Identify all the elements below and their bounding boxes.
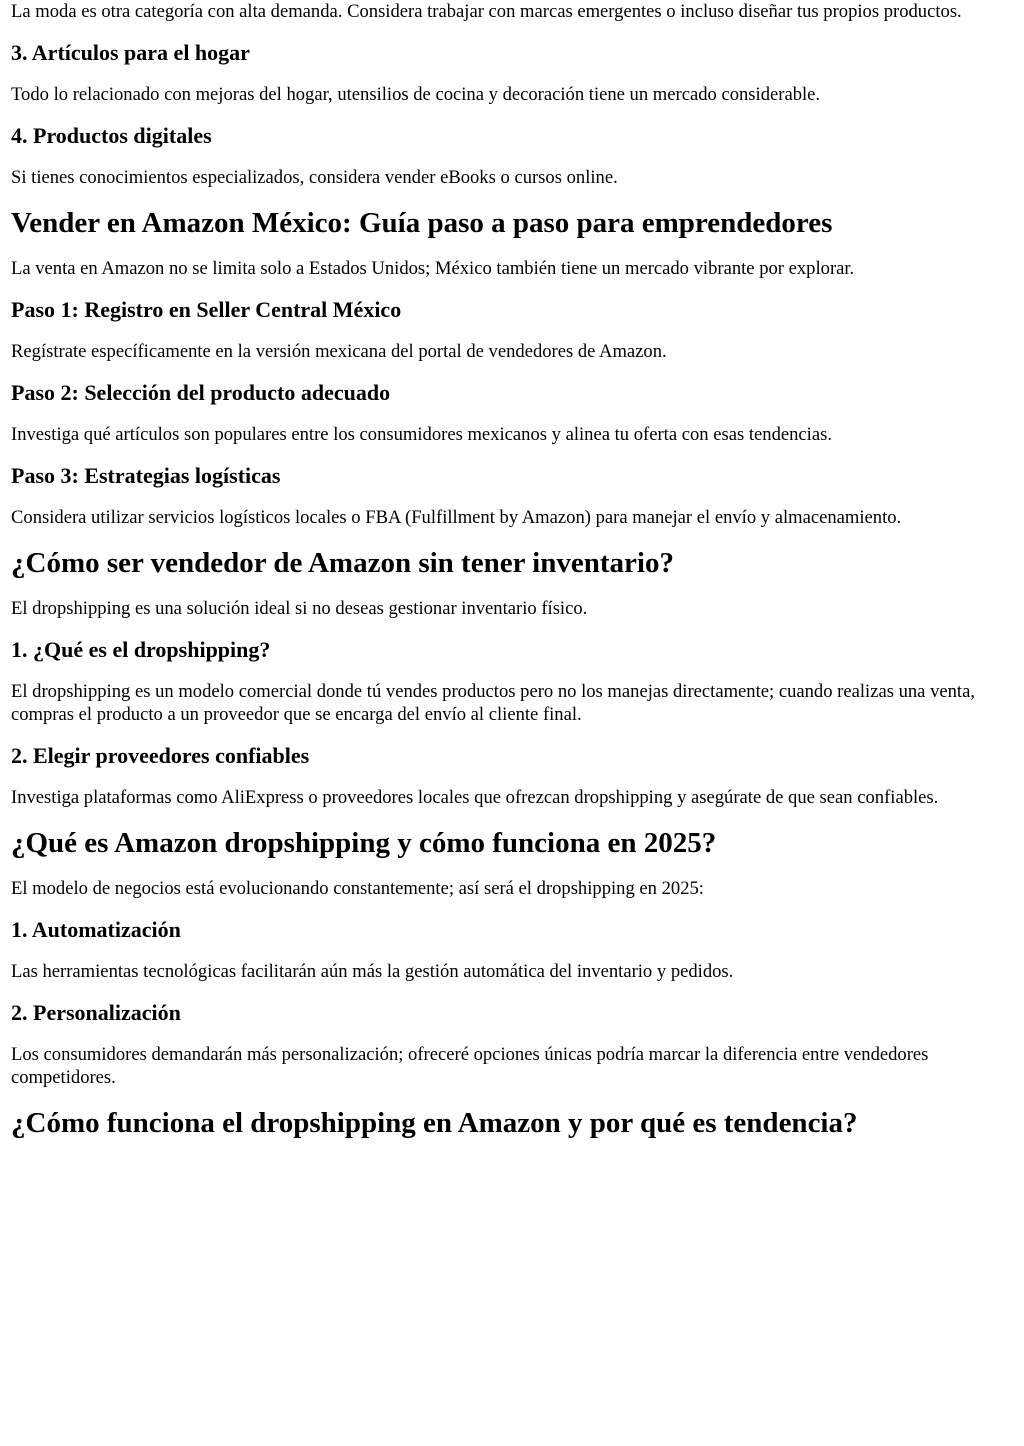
heading-dropshipping-2025: ¿Qué es Amazon dropshipping y cómo funciona en 2025?	[11, 827, 717, 859]
paragraph-automation: Las herramientas tecnológicas facilitarán aún más la gestión automática del inventario y pedidos.	[11, 961, 734, 982]
paragraph-step-1: Regístrate específicamente en la versión mexicana del portal de vendedores de Amazon.	[11, 341, 667, 362]
heading-step-3: Paso 3: Estrategias logísticas	[11, 463, 281, 488]
heading-what-is-dropshipping: 1. ¿Qué es el dropshipping?	[11, 637, 271, 662]
paragraph-no-inventory: El dropshipping es una solución ideal si no deseas gestionar inventario físico.	[11, 598, 588, 619]
heading-automation: 1. Automatización	[11, 917, 181, 942]
paragraph-personalization: Los consumidores demandarán más personalización; ofreceré opciones únicas podría marcar la diferencia entre vendedores competidores.	[11, 1044, 929, 1088]
heading-step-1: Paso 1: Registro en Seller Central México	[11, 297, 402, 322]
heading-personalization: 2. Personalización	[11, 1000, 181, 1025]
paragraph-what-is-dropshipping: El dropshipping es un modelo comercial donde tú vendes productos pero no los manejas directamente; cuando realizas una venta, compras el producto a un proveedor que se encarga del envío al cliente final.	[11, 681, 975, 725]
paragraph-reliable-suppliers: Investiga plataformas como AliExpress o proveedores locales que ofrezcan dropshipping y asegúrate de que sean confiables.	[11, 787, 939, 808]
paragraph-digital-products: Si tienes conocimientos especializados, considera vender eBooks o cursos online.	[11, 167, 618, 188]
paragraph-step-3: Considera utilizar servicios logísticos locales o FBA (Fulfillment by Amazon) para manejar el envío y almacenamiento.	[11, 507, 902, 528]
paragraph-dropshipping-2025: El modelo de negocios está evolucionando constantemente; así será el dropshipping en 2025:	[11, 878, 704, 899]
heading-digital-products: 4. Productos digitales	[11, 123, 212, 148]
paragraph-home-goods: Todo lo relacionado con mejoras del hogar, utensilios de cocina y decoración tiene un mercado considerable.	[11, 84, 821, 105]
heading-amazon-mexico: Vender en Amazon México: Guía paso a paso para emprendedores	[11, 207, 833, 239]
heading-home-goods: 3. Artículos para el hogar	[11, 40, 250, 65]
paragraph-amazon-mexico: La venta en Amazon no se limita solo a Estados Unidos; México también tiene un mercado vibrante por explorar.	[11, 258, 855, 279]
paragraph-fashion: La moda es otra categoría con alta demanda. Considera trabajar con marcas emergentes o incluso diseñar tus propios productos.	[11, 1, 962, 22]
paragraph-step-2: Investiga qué artículos son populares entre los consumidores mexicanos y alinea tu oferta con esas tendencias.	[11, 424, 832, 445]
heading-reliable-suppliers: 2. Elegir proveedores confiables	[11, 743, 310, 768]
heading-dropshipping-trend: ¿Cómo funciona el dropshipping en Amazon y por qué es tendencia?	[11, 1107, 858, 1139]
heading-step-2: Paso 2: Selección del producto adecuado	[11, 380, 391, 405]
heading-no-inventory: ¿Cómo ser vendedor de Amazon sin tener inventario?	[11, 547, 674, 579]
